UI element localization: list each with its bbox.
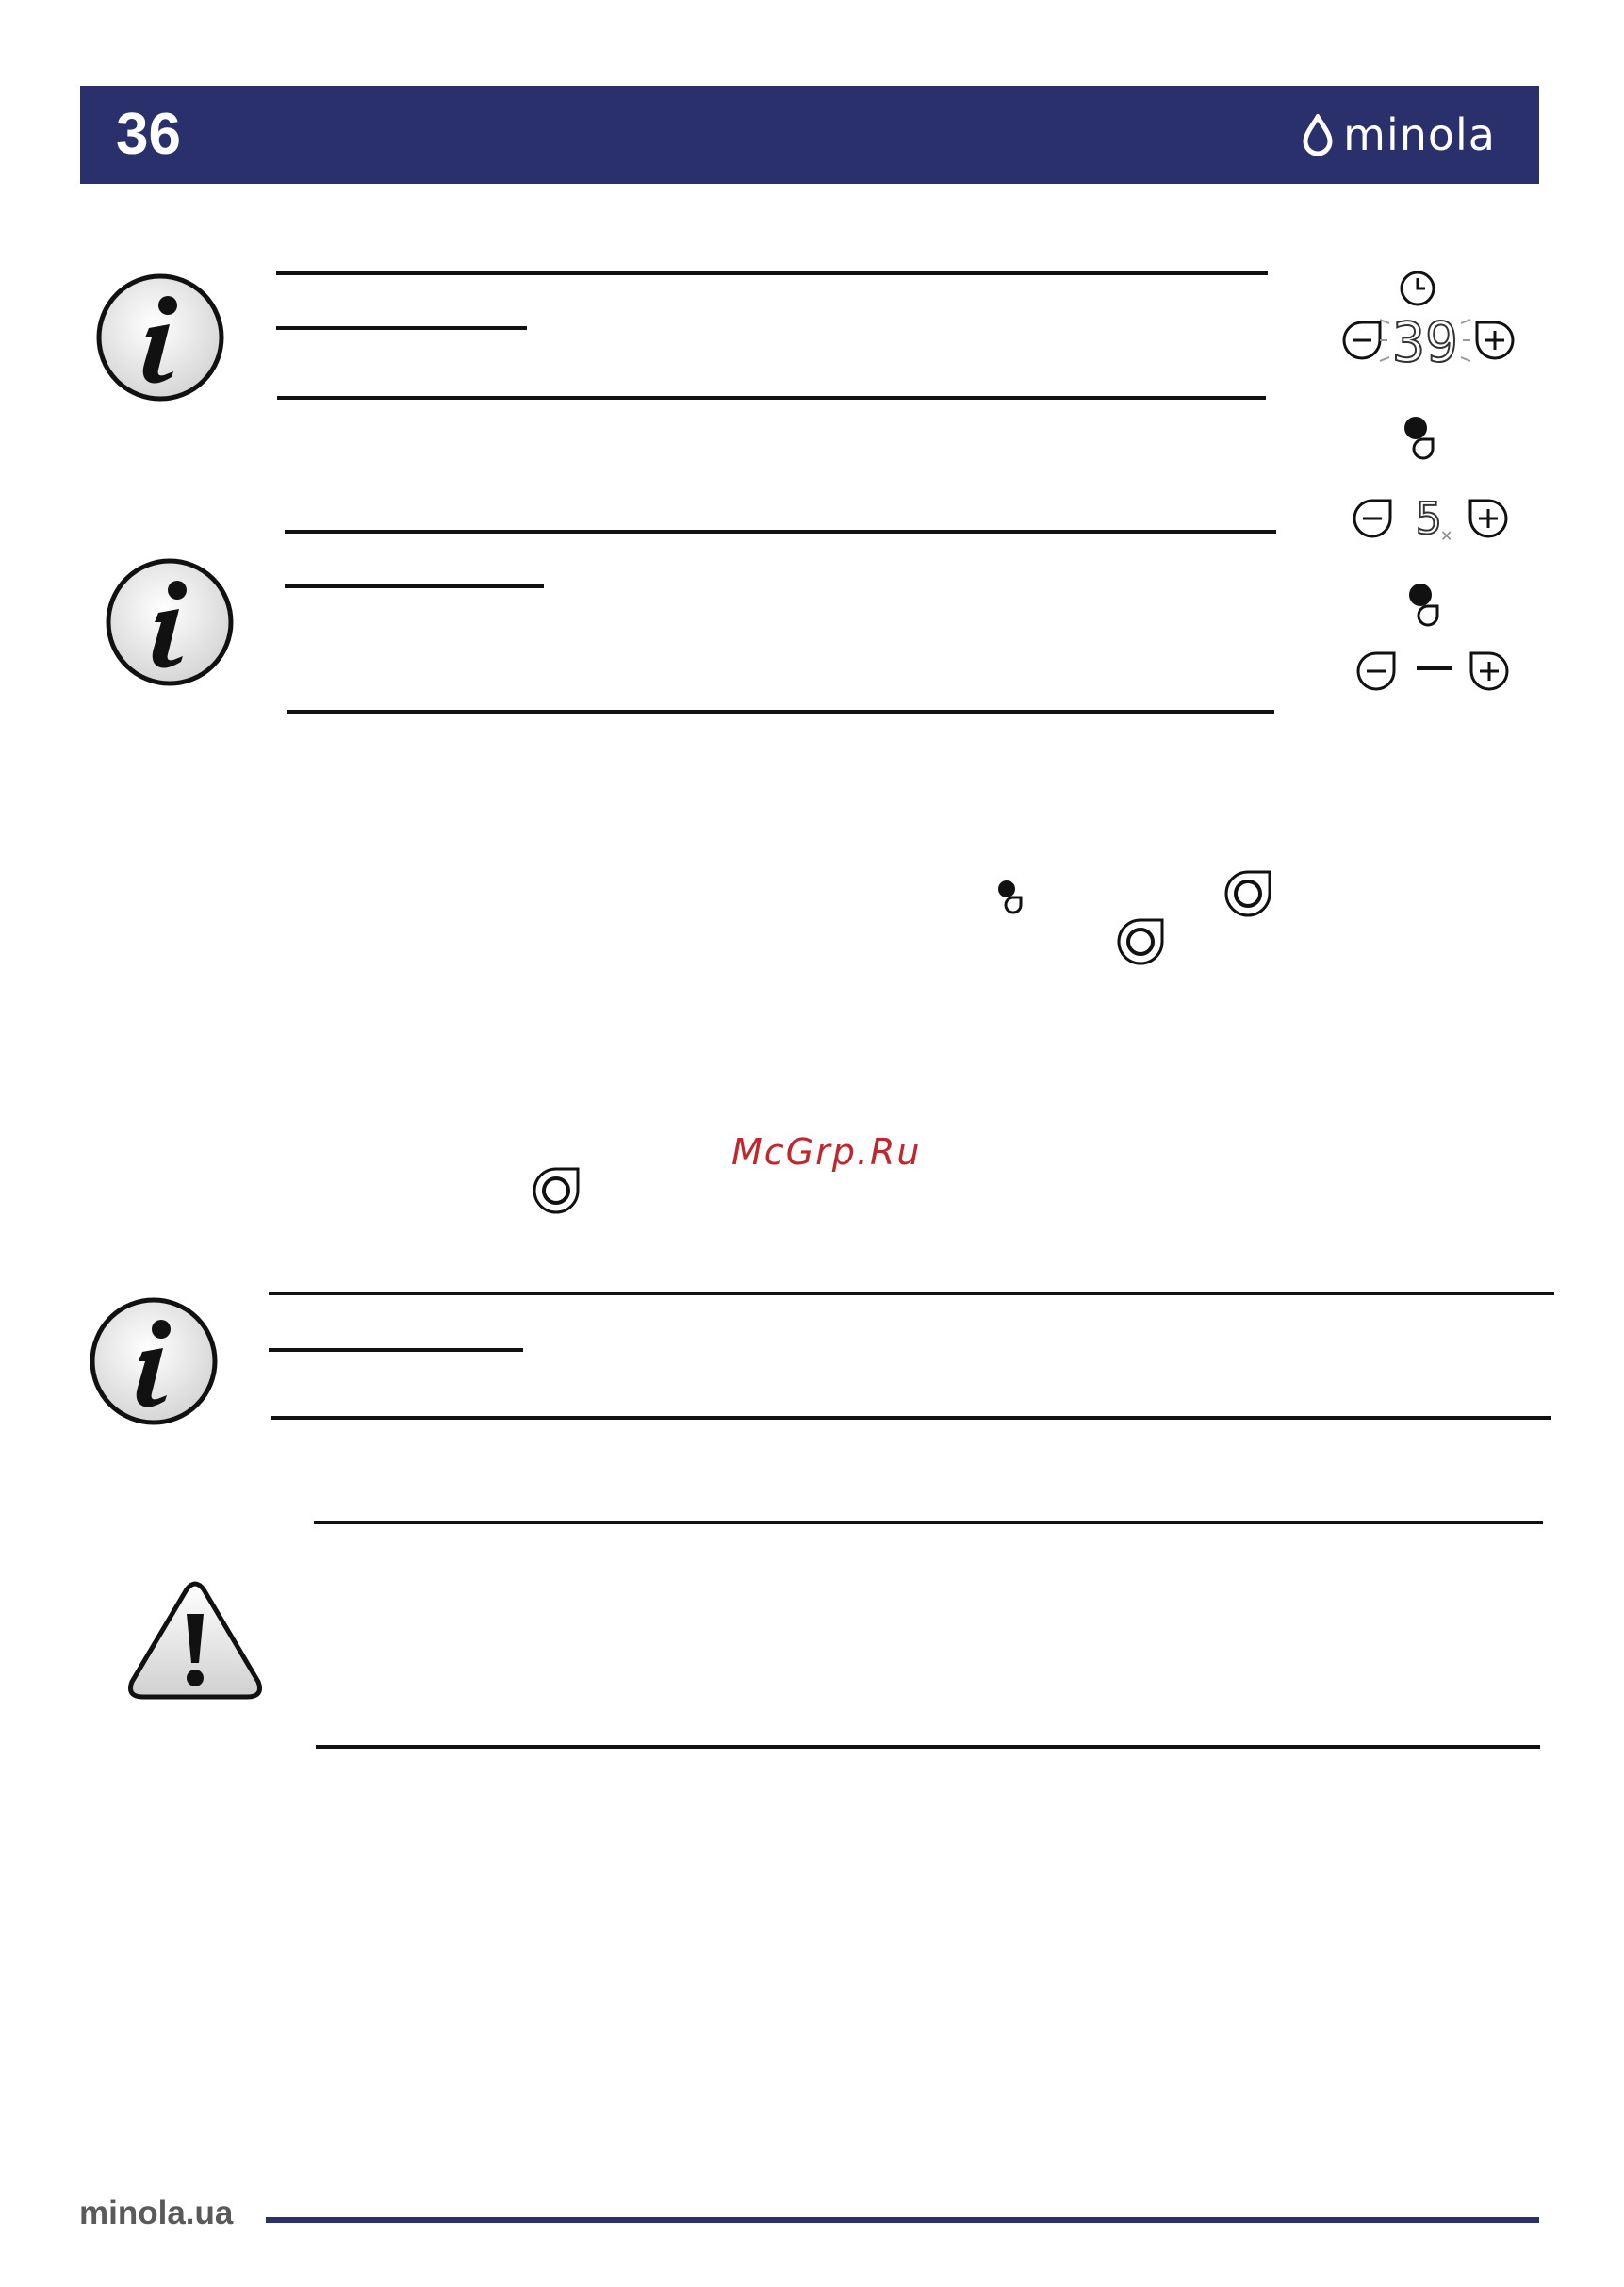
plus-circle-icon: [1467, 497, 1510, 540]
zone-select-icon: [1407, 582, 1445, 634]
divider-line: [271, 1416, 1551, 1420]
info-icon: [88, 1295, 220, 1427]
info-icon: [104, 556, 236, 688]
divider-line: [277, 396, 1266, 400]
zone-select-icon: [997, 880, 1027, 921]
zone-select-icon: [1403, 415, 1440, 468]
cooking-zone-icon: [1223, 869, 1276, 922]
watermark: McGrp.Ru: [731, 1131, 922, 1173]
divider-line: [287, 710, 1274, 714]
page-number: 36: [116, 102, 181, 167]
power-level-display: [1412, 490, 1457, 545]
cooking-zone-icon: [1116, 917, 1169, 970]
plus-circle-icon: [1473, 319, 1517, 362]
cooking-zone-icon: [532, 1166, 584, 1219]
divider-line-short: [285, 584, 544, 588]
off-dash: [1417, 666, 1452, 670]
divider-line: [316, 1745, 1540, 1749]
header-bar: [80, 86, 1539, 184]
plus-circle-icon: [1468, 650, 1511, 693]
divider-line: [314, 1521, 1543, 1524]
timer-display: [1378, 306, 1472, 374]
divider-line-short: [269, 1348, 523, 1352]
brand-name: minola: [1343, 109, 1496, 160]
divider-line: [269, 1292, 1554, 1295]
divider-line: [285, 530, 1276, 534]
timer-digits: 39: [1392, 310, 1458, 374]
warning-triangle-icon: [126, 1580, 264, 1703]
divider-line-short: [276, 326, 527, 330]
divider-line: [276, 271, 1268, 275]
power-level: 5: [1416, 493, 1442, 544]
footer-site[interactable]: minola.ua: [79, 2195, 234, 2231]
brand-logo: [1302, 110, 1496, 159]
footer-rule: [266, 2217, 1539, 2223]
minus-circle-icon: [1354, 650, 1398, 693]
svg-text:✕: ✕: [1440, 527, 1453, 545]
clock-icon: [1398, 269, 1437, 308]
minus-circle-icon: [1351, 497, 1394, 540]
drop-logo-icon: [1302, 114, 1334, 156]
info-icon: [94, 271, 226, 403]
